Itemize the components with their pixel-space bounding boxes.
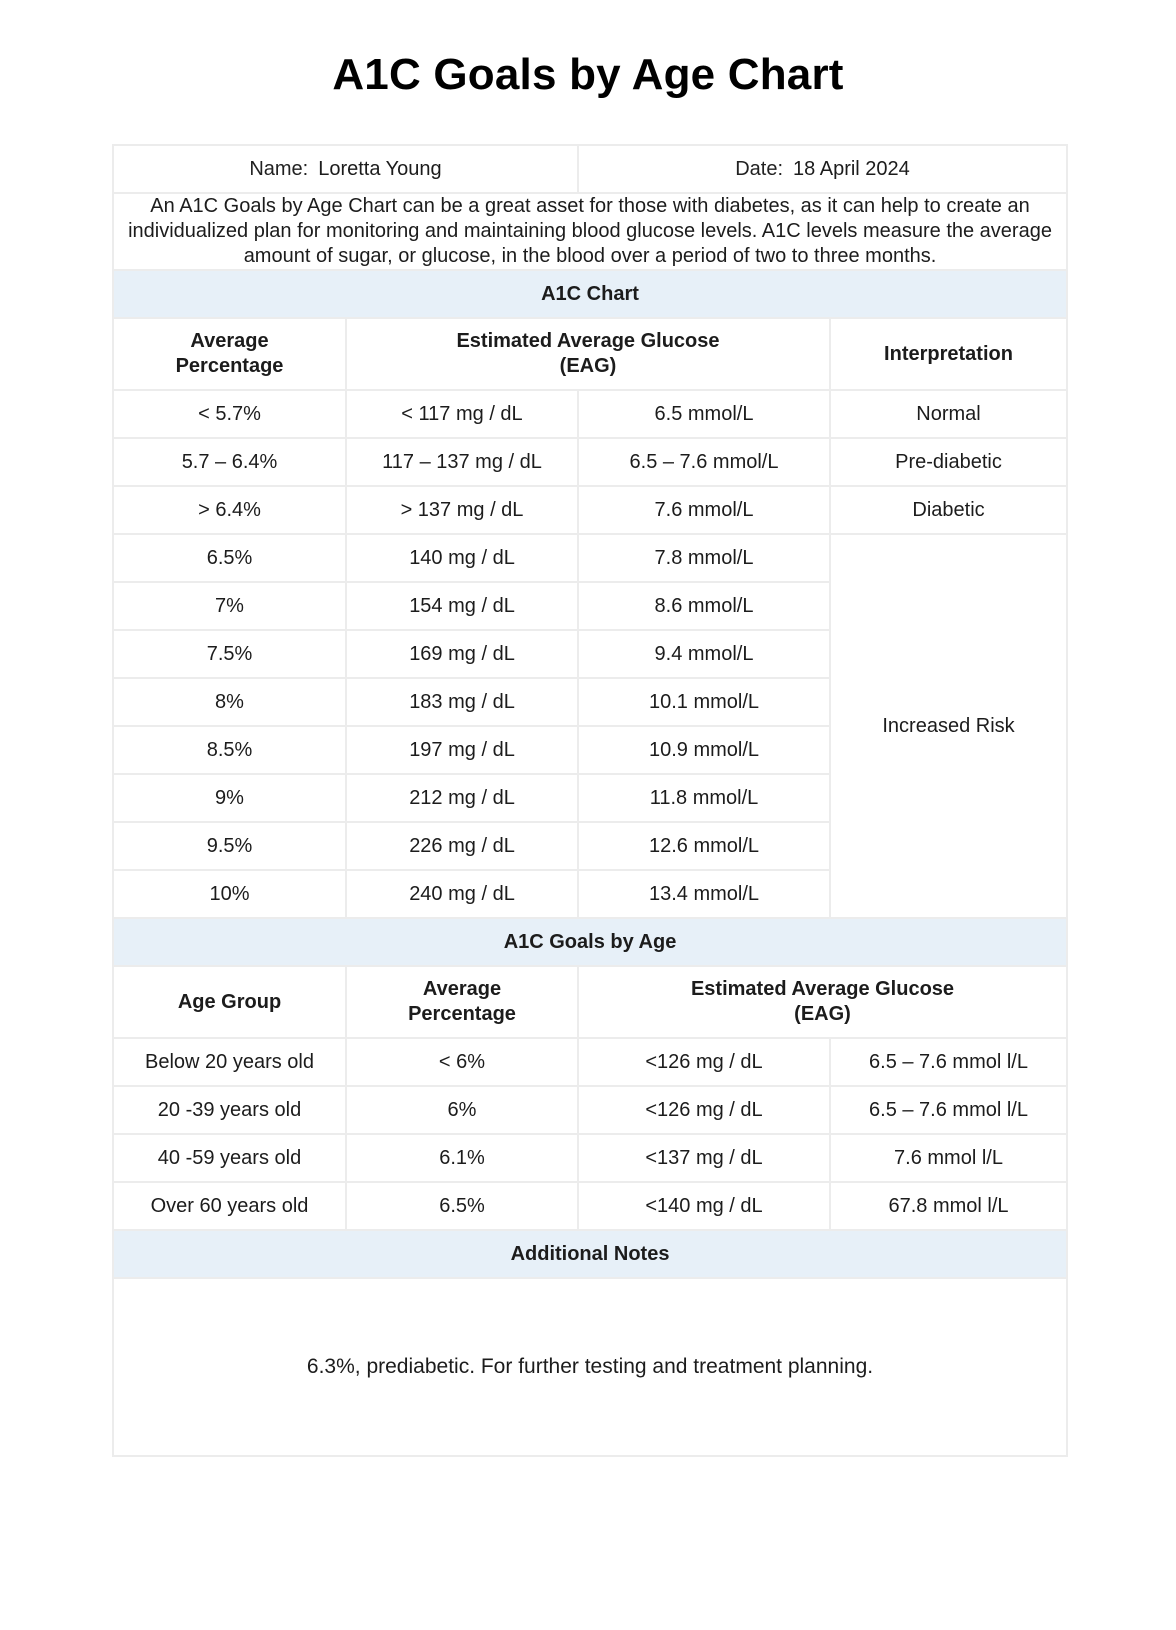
cell-mmol: 6.5 – 7.6 mmol/L xyxy=(578,438,830,486)
col-header-line: Estimated Average Glucose xyxy=(456,330,720,352)
col-header-line: Average xyxy=(422,978,502,1000)
name-cell[interactable] xyxy=(113,145,578,193)
cell-mmol: 7.6 mmol/L xyxy=(578,486,830,534)
table-row xyxy=(113,534,1067,582)
col-header-eag xyxy=(346,318,830,390)
cell-mgdl: 183 mg / dL xyxy=(346,678,578,726)
cell-percentage: < 5.7% xyxy=(113,390,346,438)
intro-row xyxy=(113,193,1067,270)
cell-percentage: 10% xyxy=(113,870,346,918)
cell-mmol: 10.1 mmol/L xyxy=(578,678,830,726)
table-row xyxy=(113,1134,1067,1182)
col-header-eag xyxy=(578,966,1067,1038)
col-header-line: Average xyxy=(190,330,269,352)
cell-percentage: 7.5% xyxy=(113,630,346,678)
col-header-average-percentage xyxy=(346,966,578,1038)
header-row xyxy=(113,145,1067,193)
cell-mgdl: <137 mg / dL xyxy=(578,1134,830,1182)
cell-percentage: 6% xyxy=(346,1086,578,1134)
notes-field[interactable]: 6.3%, prediabetic. For further testing and treatment planning. xyxy=(113,1278,1067,1456)
cell-age-group: Below 20 years old xyxy=(113,1038,346,1086)
cell-mmol: 7.6 mmol l/L xyxy=(830,1134,1067,1182)
cell-percentage: 9% xyxy=(113,774,346,822)
a1c-chart-header xyxy=(113,318,1067,390)
cell-mgdl: 197 mg / dL xyxy=(346,726,578,774)
col-header-line: Percentage xyxy=(175,355,284,377)
cell-percentage: 7% xyxy=(113,582,346,630)
cell-mmol: 10.9 mmol/L xyxy=(578,726,830,774)
cell-mgdl: <126 mg / dL xyxy=(578,1086,830,1134)
date-label: Date: xyxy=(735,157,784,180)
cell-mmol: 67.8 mmol l/L xyxy=(830,1182,1067,1230)
table-row xyxy=(113,390,1067,438)
cell-mmol: 6.5 – 7.6 mmol l/L xyxy=(830,1086,1067,1134)
cell-mmol: 11.8 mmol/L xyxy=(578,774,830,822)
cell-percentage: 9.5% xyxy=(113,822,346,870)
cell-mmol: 6.5 mmol/L xyxy=(578,390,830,438)
cell-interpretation: Diabetic xyxy=(830,486,1067,534)
col-header-line: Estimated Average Glucose xyxy=(690,978,955,1000)
cell-mgdl: <126 mg / dL xyxy=(578,1038,830,1086)
cell-percentage: > 6.4% xyxy=(113,486,346,534)
cell-mmol: 13.4 mmol/L xyxy=(578,870,830,918)
section-title-goals-by-age: A1C Goals by Age xyxy=(113,918,1067,966)
col-header-average-percentage xyxy=(113,318,346,390)
col-header-line: (EAG) xyxy=(559,355,617,377)
date-cell[interactable] xyxy=(578,145,1067,193)
table-row xyxy=(113,1182,1067,1230)
col-header-line: (EAG) xyxy=(794,1003,851,1025)
cell-mgdl: 212 mg / dL xyxy=(346,774,578,822)
cell-interpretation: Pre-diabetic xyxy=(830,438,1067,486)
col-header-interpretation: Interpretation xyxy=(830,318,1067,390)
cell-percentage: 8.5% xyxy=(113,726,346,774)
cell-mmol: 12.6 mmol/L xyxy=(578,822,830,870)
col-header-age-group: Age Group xyxy=(113,966,346,1038)
table-row xyxy=(113,1038,1067,1086)
cell-mmol: 9.4 mmol/L xyxy=(578,630,830,678)
cell-mgdl: 117 – 137 mg / dL xyxy=(346,438,578,486)
cell-mgdl: < 117 mg / dL xyxy=(346,390,578,438)
cell-mgdl: 240 mg / dL xyxy=(346,870,578,918)
cell-mmol: 7.8 mmol/L xyxy=(578,534,830,582)
cell-percentage: 6.5% xyxy=(113,534,346,582)
cell-mgdl: 169 mg / dL xyxy=(346,630,578,678)
col-header-line: Percentage xyxy=(408,1003,516,1025)
table-row xyxy=(113,438,1067,486)
intro-text: An A1C Goals by Age Chart can be a great asset for those with diabetes, as it can help to create an individualized plan for monitoring and maintaining blood glucose levels. A1C levels measure the average amount of sugar, or glucose, in the blood over a period of two to three months. xyxy=(113,193,1067,270)
cell-mgdl: 140 mg / dL xyxy=(346,534,578,582)
cell-interpretation: Normal xyxy=(830,390,1067,438)
page-title: A1C Goals by Age Chart xyxy=(332,50,844,99)
table-row xyxy=(113,486,1067,534)
cell-mgdl: 154 mg / dL xyxy=(346,582,578,630)
section-title-a1c-chart: A1C Chart xyxy=(113,270,1067,318)
cell-age-group: 20 -39 years old xyxy=(113,1086,346,1134)
date-value[interactable]: 18 April 2024 xyxy=(793,157,910,180)
cell-age-group: Over 60 years old xyxy=(113,1182,346,1230)
cell-percentage: 6.1% xyxy=(346,1134,578,1182)
cell-mgdl: <140 mg / dL xyxy=(578,1182,830,1230)
name-label: Name: xyxy=(249,157,309,180)
name-value[interactable]: Loretta Young xyxy=(318,157,442,180)
cell-percentage: < 6% xyxy=(346,1038,578,1086)
cell-percentage: 5.7 – 6.4% xyxy=(113,438,346,486)
cell-percentage: 6.5% xyxy=(346,1182,578,1230)
cell-mmol: 6.5 – 7.6 mmol l/L xyxy=(830,1038,1067,1086)
cell-percentage: 8% xyxy=(113,678,346,726)
cell-mmol: 8.6 mmol/L xyxy=(578,582,830,630)
table-row xyxy=(113,1086,1067,1134)
cell-mgdl: 226 mg / dL xyxy=(346,822,578,870)
cell-age-group: 40 -59 years old xyxy=(113,1134,346,1182)
cell-increased-risk: Increased Risk xyxy=(830,534,1067,918)
section-title-additional-notes: Additional Notes xyxy=(113,1230,1067,1278)
form-table xyxy=(112,144,1068,1457)
cell-mgdl: > 137 mg / dL xyxy=(346,486,578,534)
goals-by-age-header xyxy=(113,966,1067,1038)
